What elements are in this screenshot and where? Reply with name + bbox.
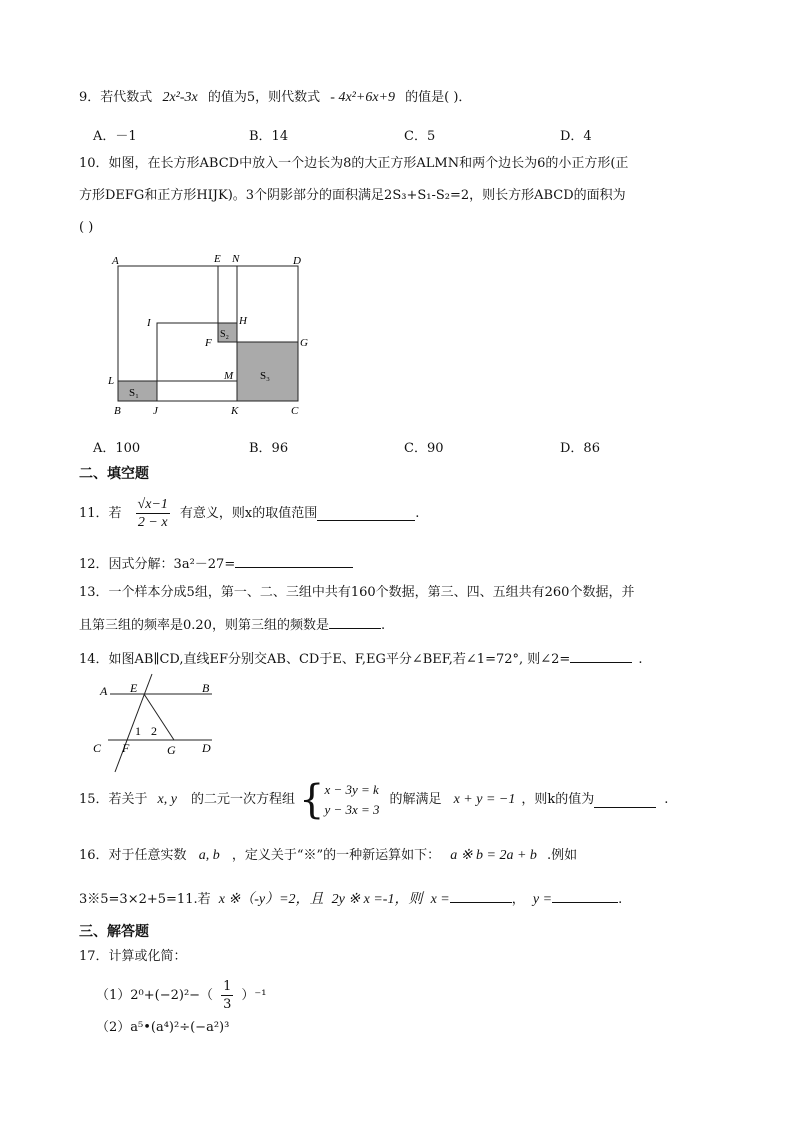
q14-stem (79, 648, 642, 669)
q16-rule: a ※ b = 2a + b (450, 848, 537, 863)
q16-variables: a, b (198, 848, 220, 863)
q10-line-2: 方形DEFG和正方形HIJK)。3个阴影部分的面积满足2S₃+S₁-S₂=2，则长方形ABCD的面积为 (79, 188, 626, 203)
q9-expression-1: 2x²-3x (162, 90, 198, 105)
q15-brace: { (299, 777, 325, 823)
q17-denominator: 3 (223, 997, 232, 1012)
q16-y-equals: y = (532, 892, 553, 907)
q17-numerator: 1 (223, 979, 232, 994)
q14-end: . (638, 652, 643, 667)
q9-expression-2: - 4x²+6x+9 (330, 90, 395, 105)
q13-line-1: 13．一个样本分成5组，第一、二、三组中共有160个数据，第三、四、五组共有260个数据，并 (79, 585, 635, 600)
q15-equation-2: y − 3x = 3 (324, 802, 380, 817)
label-m: M (224, 370, 234, 382)
q10-option-c[interactable]: C．90 (404, 441, 444, 456)
q9-stem (79, 89, 471, 107)
q15-stem (79, 777, 669, 823)
q10-line-1: 10．如图，在长方形ABCD中放入一个边长为8的大正方形ALMN和两个边长为6的小正方形(正 (79, 156, 629, 171)
q15-condition: x + y = −1 (453, 792, 516, 807)
section-fill-in-title: 二、填空题 (79, 466, 149, 482)
q15-end: . (664, 792, 669, 807)
label-i: I (147, 317, 151, 329)
q10-line-3: ( ) (79, 220, 94, 235)
q9-option-a[interactable]: A．－1 (93, 129, 137, 144)
q11-text: 有意义，则x的取值范围 (179, 505, 318, 521)
q15-system (324, 780, 379, 820)
q17-part-2: （2）a⁵•(a⁴)²÷(−a²)³ (96, 1020, 230, 1035)
q9-text-2: 的值为5，则代数式 (207, 90, 321, 105)
q10-option-a[interactable]: A．100 (93, 441, 141, 456)
q10-option-d[interactable]: D．86 (560, 441, 600, 456)
q11-end: . (415, 505, 420, 521)
q13-line-2 (79, 614, 385, 635)
q17-title: 17．计算或化简： (79, 949, 187, 964)
label-d: D (293, 255, 301, 267)
q11-answer-blank[interactable] (317, 506, 415, 521)
q11-numerator: √x−1 (137, 497, 168, 512)
label-f: F (205, 337, 212, 349)
q14-figure (88, 672, 228, 777)
q17-part-1-prefix: （1）2⁰+(−2)²−（ (96, 987, 214, 1003)
q11-denominator: 2 − x (137, 515, 168, 530)
label-l: L (108, 375, 115, 387)
q16-condition-1: x ※（-y）=2，且 (218, 892, 324, 907)
label-e: E (130, 681, 138, 695)
label-s1: S₁ (129, 387, 139, 399)
label-n: N (232, 253, 240, 265)
label-angle-1: 1 (135, 724, 141, 738)
label-e: E (214, 253, 221, 265)
q14-text: 14．如图AB∥CD,直线EF分别交AB、CD于E、F,EG平分∠BEF,若∠1=72°, 则∠2= (79, 652, 571, 667)
q13-answer-blank[interactable] (329, 614, 381, 629)
q17-part-1-suffix: ）⁻¹ (241, 987, 267, 1003)
label-c: C (291, 405, 299, 417)
q16-y-answer-blank[interactable] (552, 888, 618, 903)
section-answer-title: 三、解答题 (79, 924, 149, 940)
q16-text-1: 16．对于任意实数 (79, 848, 187, 863)
q16-end: . (618, 892, 623, 907)
q15-equation-1: x − 3y = k (324, 782, 379, 797)
q9-option-c[interactable]: C．5 (404, 129, 436, 144)
q9-number: 9． (79, 90, 101, 105)
q12-text: 12．因式分解：3a²－27= (79, 557, 236, 572)
q9-text-1: 若代数式 (100, 90, 153, 105)
q11-prefix: 11．若 (79, 505, 122, 521)
q11-fraction (136, 496, 170, 531)
label-g: G (300, 337, 308, 349)
label-f: F (122, 741, 130, 755)
label-b: B (114, 405, 121, 417)
q12-answer-blank[interactable] (235, 553, 353, 568)
q16-condition-2: 2y ※ x =-1，则 (331, 892, 423, 907)
q16-example: 3※5=3×2+5=11.若 (79, 892, 211, 907)
q10-figure (100, 248, 320, 420)
q17-fraction (221, 978, 233, 1013)
q15-text: 的二元一次方程组 (190, 792, 295, 807)
label-c: C (93, 741, 102, 755)
q15-answer-blank[interactable] (594, 793, 656, 808)
q17-part-1 (96, 978, 266, 1013)
q16-x-equals: x = (430, 892, 450, 907)
q12-stem (79, 553, 353, 574)
q16-text-2: ，定义关于“※”的一种新运算如下： (231, 848, 441, 863)
label-d: D (202, 741, 211, 755)
q15-text-3: ，则k的值为 (521, 792, 595, 807)
label-a: A (100, 684, 108, 698)
label-h: H (239, 315, 247, 327)
label-b: B (202, 681, 210, 695)
q10-option-b[interactable]: B．96 (249, 441, 289, 456)
label-k: K (231, 405, 239, 417)
ray-eg (144, 694, 174, 740)
label-a: A (112, 255, 119, 267)
q9-text-3: 的值是( )． (405, 90, 472, 105)
q13-end: . (380, 618, 386, 633)
q11-stem (79, 496, 419, 531)
label-g: G (167, 743, 176, 757)
label-j: J (153, 405, 158, 417)
q16-x-answer-blank[interactable] (450, 888, 512, 903)
q9-option-d[interactable]: D．4 (560, 129, 592, 144)
q15-variables: x, y (157, 792, 177, 807)
label-s2: S₂ (220, 329, 230, 340)
q13-text: 且第三组的频率是0.20，则第三组的频数是 (79, 618, 329, 633)
q9-option-b[interactable]: B．14 (249, 129, 289, 144)
q16-line-1 (79, 847, 577, 865)
q16-text-3: .例如 (547, 848, 578, 863)
q15-text-2: 的解满足 (389, 792, 442, 807)
q15-prefix: 15．若关于 (79, 792, 148, 807)
label-s3: S₃ (260, 370, 270, 382)
q14-answer-blank[interactable] (570, 648, 632, 663)
q16-line-2: 3※5=3×2+5=11.若 x ※（-y）=2，且 2y ※ x =-1，则 x = ， y = . (79, 888, 622, 909)
label-angle-2: 2 (151, 724, 157, 738)
